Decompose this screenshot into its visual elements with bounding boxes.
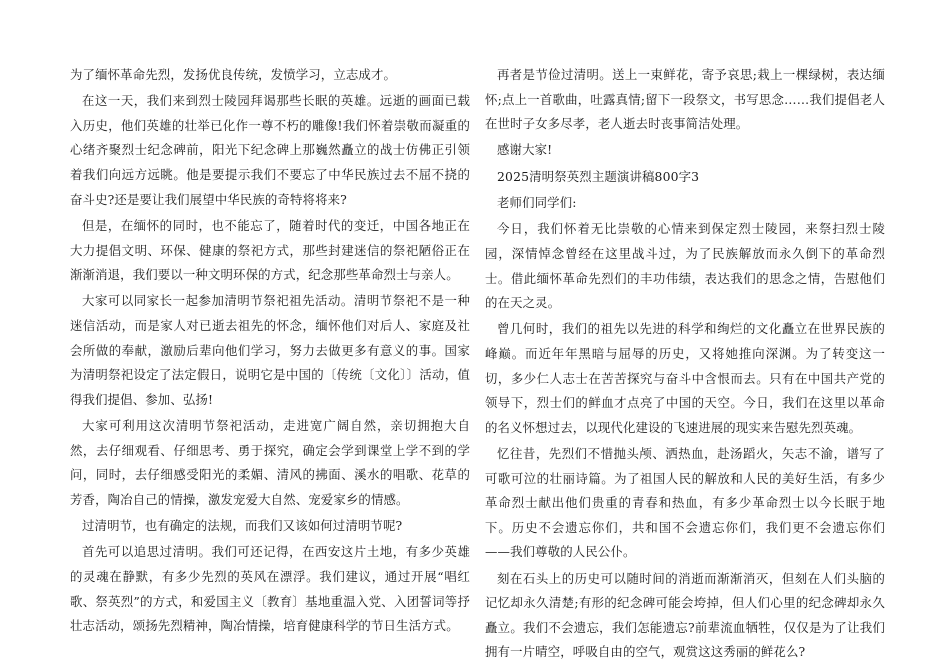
salutation: 老师们同学们: <box>497 195 577 211</box>
left-text-column <box>70 63 470 640</box>
paragraph: 为了缅怀革命先烈，发扬优良传统，发愤学习，立志成才。 <box>70 67 397 82</box>
paragraph: 在这一天，我们来到烈士陵园拜谒那些长眠的英雄。远逝的画面已载入历史，他们英雄的壮举已化作一尊不朽的雕像!我们怀着崇敬而凝重的心绪齐聚烈士纪念碑前，阳光下纪念碑上那巍然矗立的战士仿佛正引领着我们向远方远眺。他是要提示我们不要忘了中华民族过去不屈不挠的奋斗史?还是要让我们展望中华民族的奇特将将来? <box>70 93 470 207</box>
paragraph: 大家可利用这次清明节祭祀活动，走进宽广阔自然，亲切拥抱大自然，去仔细观看、仔细思考、勇于探究，确定会学到课堂上学不到的学问，同时，去仔细感受阳光的柔媚、清风的拂面、溪水的唱歌、花草的芳香，陶冶自己的情操，激发宠爱大自然、宠爱家乡的情感。 <box>70 418 470 507</box>
paragraph: 忆往昔，先烈们不惜抛头颅、洒热血，赴汤蹈火，矢志不渝，谱写了可歌可泣的壮丽诗篇。为了祖国人民的解放和人民的美好生活，有多少革命烈士献出他们贵重的青春和热血，有多少革命烈士以今长眠于地下。历史不会遗忘你们，共和国不会遗忘你们，我们更不会遗忘你们——我们尊敬的人民公仆。 <box>485 446 885 560</box>
right-text-column <box>485 63 885 667</box>
paragraph: 今日，我们怀着无比崇敬的心情来到保定烈士陵园，来祭扫烈士陵园，深情悼念曾经在这里战斗过，为了民族解放而永久倒下的革命烈士。借此缅怀革命先烈们的丰功伟绩，表达我们的思念之情，告慰他们的在天之灵。 <box>485 221 885 311</box>
paragraph: 曾几何时，我们的祖先以先进的科学和绚烂的文化矗立在世界民族的峰巅。而近年年黑暗与屈辱的历史，又将她推向深渊。为了转变这一切，多少仁人志士在苦苦探究与奋斗中含恨而去。只有在中国共产党的领导下，烈士们的鲜血才点亮了中国的天空。今日，我们在这里以革命的名义怀想过去，以现代化建设的飞速进展的现实来告慰先烈英魂。 <box>485 321 885 435</box>
paragraph: 过清明节，也有确定的法规，而我们又该如何过清明节呢? <box>82 518 403 534</box>
paragraph: 刻在石头上的历史可以随时间的消逝而渐渐消灭，但刻在人们头脑的记忆却永久清楚;有形的纪念碑可能会垮掉，但人们心里的纪念碑却永久矗立。我们不会遗忘，我们怎能遗忘?前辈流血牺牲，仅仅是为了让我们拥有一片晴空，呼吸自由的空气，观赏这这秀丽的鲜花么? <box>485 570 885 660</box>
paragraph: 首先可以追思过清明。我们可还记得，在西安这片土地，有多少英雄的灵魂在静默，有多少先烈的英风在漂浮。我们建议，通过开展“唱红歌、祭英烈”的方式，和爱国主义〔教育〕基地重温入党、入团誓词等抒壮志活动，颂扬先烈精神，陶冶情操，培育健康科学的节日生活方式。 <box>70 544 470 634</box>
speech-heading: 2025清明祭英烈主题演讲稿800字3 <box>497 168 700 184</box>
closing-thanks: 感谢大家! <box>497 142 553 158</box>
paragraph: 但是，在缅怀的同时，也不能忘了，随着时代的变迁，中国各地正在大力提倡文明、环保、健康的祭祀方式，那些封建迷信的祭祀陋俗正在渐渐消退，我们要以一种文明环保的方式，纪念那些革命烈士与亲人。 <box>70 217 470 283</box>
paragraph: 大家可以同家长一起参加清明节祭祀祖先活动。清明节祭祀不是一种迷信活动，而是家人对已逝去祖先的怀念，缅怀他们对后人、家庭及社会所做的奉献，激励后辈向他们学习，努力去做更多有意义的事。国家为清明祭祀设定了法定假日，说明它是中国的〔传统〔文化〕〕活动，值得我们提倡、参加、弘扬! <box>70 293 470 407</box>
paragraph: 再者是节俭过清明。送上一束鲜花，寄予哀思;栽上一棵绿树，表达缅怀;点上一首歌曲，吐露真情;留下一段祭文，书写思念……我们提倡老人在世时子女多尽孝，老人逝去时丧事简洁处理。 <box>485 67 885 132</box>
